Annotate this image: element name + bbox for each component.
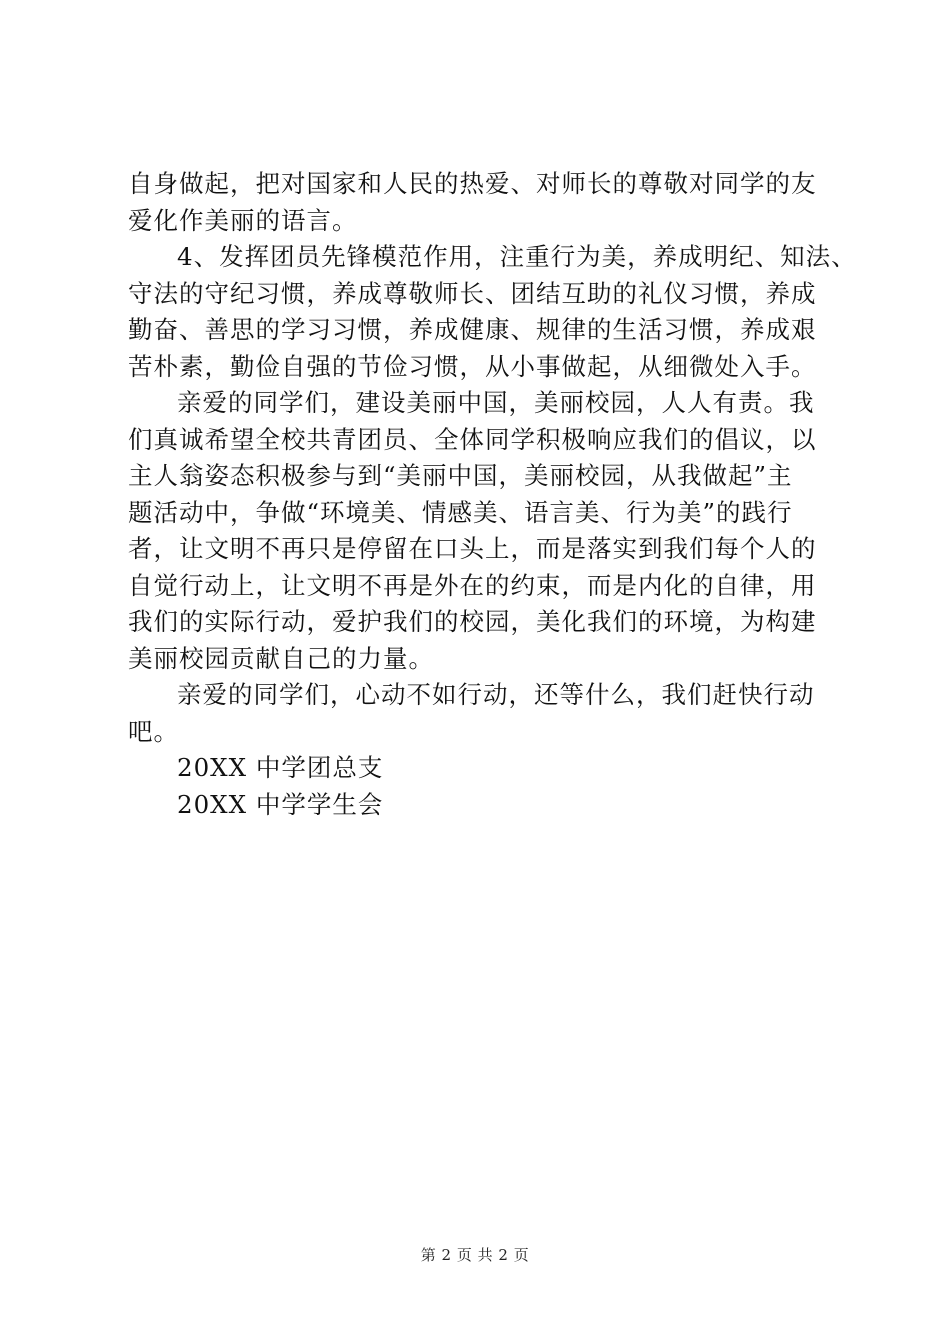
text-line: 主人翁姿态积极参与到“美丽中国，美丽校园，从我做起”主 <box>128 461 793 490</box>
text-line: 者，让文明不再只是停留在口头上，而是落实到我们每个人的 <box>128 534 817 563</box>
text-line: 守法的守纪习惯，养成尊敬师长、团结互助的礼仪习惯，养成 <box>128 278 817 308</box>
text-line: 题活动中，争做“环境美、情感美、语言美、行为美”的践行 <box>128 497 793 527</box>
document-body <box>128 166 857 823</box>
text-line: 我们的实际行动，爱护我们的校园，美化我们的环境，为构建 <box>128 607 817 636</box>
text-line: 自觉行动上，让文明不再是外在的约束，而是内化的自律，用 <box>128 570 817 600</box>
text-line: 们真诚希望全校共青团员、全体同学积极响应我们的倡议，以 <box>128 424 817 454</box>
text-line: 亲爱的同学们，建设美丽中国，美丽校园，人人有责。我 <box>177 388 815 417</box>
paragraph-item-4 <box>128 239 857 385</box>
text-line: 4、发挥团员先锋模范作用，注重行为美，养成明纪、知法、 <box>177 242 857 271</box>
text-line: 亲爱的同学们，心动不如行动，还等什么，我们赶快行动 <box>177 680 815 709</box>
text-line: 爱化作美丽的语言。 <box>128 205 358 235</box>
paragraph-closing-of-previous-item <box>128 166 838 239</box>
signature-youth-league: 20XX 中学团总支 <box>177 753 384 782</box>
signature-block <box>128 750 838 823</box>
text-line: 苦朴素，勤俭自强的节俭习惯，从小事做起，从细微处入手。 <box>128 351 817 381</box>
text-line: 美丽校园贡献自己的力量。 <box>128 643 434 673</box>
text-line: 勤奋、善思的学习习惯，养成健康、规律的生活习惯，养成艰 <box>128 315 817 344</box>
page-number-footer: 第 2 页 共 2 页 <box>420 1246 530 1264</box>
text-line: 吧。 <box>128 716 179 746</box>
paragraph-appeal <box>128 385 838 677</box>
paragraph-call-to-action <box>128 677 838 750</box>
text-line: 自身做起，把对国家和人民的热爱、对师长的尊敬对同学的友 <box>128 169 817 198</box>
signature-student-union: 20XX 中学学生会 <box>177 789 384 819</box>
